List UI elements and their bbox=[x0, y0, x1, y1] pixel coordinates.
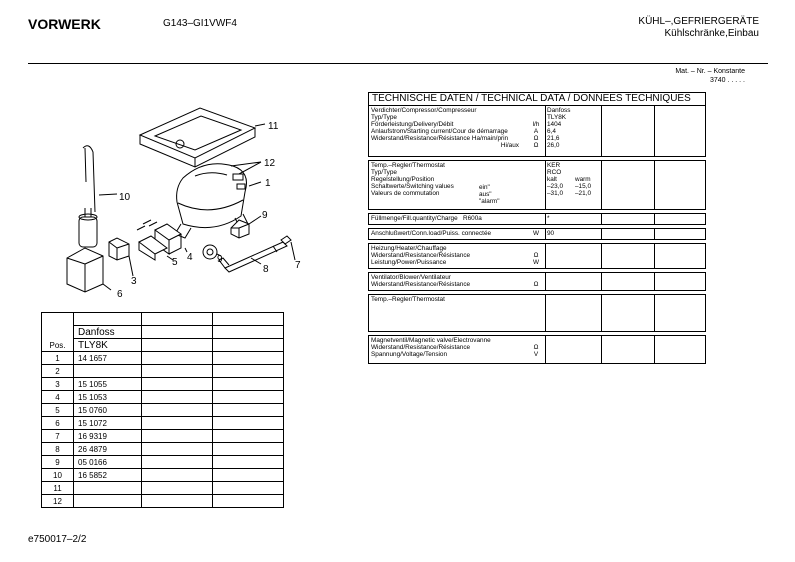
thermostat-value bbox=[575, 169, 591, 176]
callout-9b: 9 bbox=[217, 254, 223, 265]
table-row bbox=[42, 456, 284, 469]
compressor-line: Typ/Type bbox=[371, 114, 397, 121]
thermostat-value: kalt bbox=[547, 176, 557, 183]
parts-type: TLY8K bbox=[74, 339, 142, 352]
heater-unit: Ω bbox=[533, 252, 539, 259]
table-row bbox=[42, 495, 284, 508]
power-unit: W bbox=[532, 230, 540, 237]
part-pos: 6 bbox=[42, 417, 74, 430]
thermostat-sub: aus" bbox=[479, 191, 492, 198]
part-code: 15 1072 bbox=[74, 417, 142, 430]
heater-line: Widerstand/Resistance/Résistance bbox=[371, 252, 471, 259]
category-line-1: KÜHL–,GEFRIERGERÄTE bbox=[638, 16, 759, 27]
part-pos: 3 bbox=[42, 378, 74, 391]
thermostat-value: –15,0 bbox=[575, 183, 591, 190]
compressor-line: Anlaufstrom/Starting current/Cour de démarrage bbox=[371, 128, 508, 135]
technical-data bbox=[368, 92, 706, 364]
compressor-value: TLY8K bbox=[547, 114, 567, 121]
compressor-block bbox=[368, 106, 706, 157]
callout-9a: 9 bbox=[262, 210, 268, 221]
document-code: e750017–2/2 bbox=[28, 534, 87, 545]
compressor-line: Hi/aux bbox=[500, 142, 519, 149]
callout-4: 4 bbox=[187, 252, 193, 263]
part-pos: 8 bbox=[42, 443, 74, 456]
thermostat-value: –23,0 bbox=[547, 183, 563, 190]
part-pos: 4 bbox=[42, 391, 74, 404]
part-code: 16 5852 bbox=[74, 469, 142, 482]
blower-block bbox=[368, 272, 706, 291]
power-value: 90 bbox=[547, 230, 555, 237]
thermostat-sub: "alarm" bbox=[479, 198, 500, 205]
compressor-value: 6,4 bbox=[547, 128, 556, 135]
compressor-unit bbox=[529, 107, 543, 114]
power-block bbox=[368, 228, 706, 240]
part-pos: 12 bbox=[42, 495, 74, 508]
compressor-unit: Ω bbox=[533, 142, 539, 149]
callout-6: 6 bbox=[117, 289, 123, 300]
part-empty bbox=[142, 495, 213, 508]
part-pos: 5 bbox=[42, 404, 74, 417]
model-number: G143–GI1VWF4 bbox=[163, 18, 237, 29]
part-code bbox=[74, 495, 142, 508]
blower-unit: Ω bbox=[533, 281, 539, 288]
part-pos: 11 bbox=[42, 482, 74, 495]
thermostat-line: Regelstellung/Position bbox=[371, 176, 435, 183]
blower-line: Ventilator/Blower/Ventilateur bbox=[371, 274, 451, 281]
thermostat-sub: ein" bbox=[479, 184, 490, 191]
callout-10: 10 bbox=[119, 192, 131, 203]
parts-table bbox=[41, 312, 284, 508]
part-empty bbox=[213, 469, 284, 482]
part-code bbox=[74, 482, 142, 495]
thermostat-line: Typ/Type bbox=[371, 169, 397, 176]
thermostat2-block bbox=[368, 294, 706, 332]
power-label: Anschlußwert/Conn.load/Puiss. connectée bbox=[371, 230, 492, 237]
part-empty bbox=[142, 469, 213, 482]
compressor-line: Verdichter/Compressor/Compresseur bbox=[371, 107, 477, 114]
part-code: 26 4879 bbox=[74, 443, 142, 456]
valve-line: Magnetventil/Magnetic valve/Electrovanne bbox=[371, 337, 491, 344]
part-code: 05 0166 bbox=[74, 456, 142, 469]
heater-line: Leistung/Power/Puissance bbox=[371, 259, 447, 266]
part-empty bbox=[213, 482, 284, 495]
part-empty bbox=[142, 404, 213, 417]
part-empty bbox=[142, 365, 213, 378]
material-label: Mat. – Nr. – Konstante bbox=[675, 68, 745, 75]
heater-line: Heizung/Heater/Chauffage bbox=[371, 245, 447, 252]
thermostat-value: warm bbox=[575, 176, 591, 183]
thermostat-line: Schaltwerte/Switching values bbox=[371, 183, 454, 190]
compressor-line: Förderleistung/Delivery/Débit bbox=[371, 121, 454, 128]
callout-7: 7 bbox=[295, 260, 301, 271]
part-pos: 2 bbox=[42, 365, 74, 378]
table-row bbox=[42, 404, 284, 417]
fill-block bbox=[368, 213, 706, 225]
table-row bbox=[42, 430, 284, 443]
valve-unit bbox=[529, 337, 543, 344]
part-empty bbox=[213, 352, 284, 365]
parts-maker: Danfoss bbox=[74, 326, 142, 339]
compressor-value: 26,0 bbox=[547, 142, 560, 149]
part-empty bbox=[213, 365, 284, 378]
compressor-unit: l/h bbox=[532, 121, 540, 128]
pos-header: Pos. bbox=[42, 313, 74, 352]
thermostat-value: KER bbox=[547, 162, 561, 169]
heater-unit: W bbox=[532, 259, 540, 266]
table-row bbox=[42, 378, 284, 391]
part-empty bbox=[142, 378, 213, 391]
part-empty bbox=[213, 495, 284, 508]
part-empty bbox=[142, 482, 213, 495]
part-empty bbox=[142, 391, 213, 404]
part-pos: 9 bbox=[42, 456, 74, 469]
part-empty bbox=[213, 391, 284, 404]
tech-title: TECHNISCHE DATEN / TECHNICAL DATA / DONNEES TECHNIQUES bbox=[368, 92, 706, 106]
compressor-value: Danfoss bbox=[547, 107, 571, 114]
part-empty bbox=[142, 443, 213, 456]
callout-11: 11 bbox=[268, 121, 279, 132]
part-pos: 10 bbox=[42, 469, 74, 482]
compressor-unit: A bbox=[533, 128, 539, 135]
heater-unit bbox=[529, 245, 543, 252]
thermostat-line: Temp.–Regler/Thermostat bbox=[371, 162, 445, 169]
category-line-2: Kühlschränke,Einbau bbox=[664, 28, 759, 39]
header-divider bbox=[28, 63, 768, 64]
part-code: 15 0760 bbox=[74, 404, 142, 417]
compressor-line: Widerstand/Resistance/Résistance Ha/main/prin bbox=[371, 135, 509, 142]
valve-block bbox=[368, 335, 706, 364]
part-code: 14 1657 bbox=[74, 352, 142, 365]
heater-block bbox=[368, 243, 706, 269]
compressor-value: 21,6 bbox=[547, 135, 560, 142]
callout-8: 8 bbox=[263, 264, 269, 275]
thermostat-value bbox=[575, 162, 591, 169]
part-code: 15 1053 bbox=[74, 391, 142, 404]
part-pos: 7 bbox=[42, 430, 74, 443]
part-empty bbox=[213, 417, 284, 430]
thermostat-value: RCO bbox=[547, 169, 562, 176]
table-row bbox=[42, 391, 284, 404]
part-empty bbox=[142, 430, 213, 443]
part-empty bbox=[213, 456, 284, 469]
compressor-unit: Ω bbox=[533, 135, 539, 142]
callout-5: 5 bbox=[172, 257, 178, 268]
part-pos: 1 bbox=[42, 352, 74, 365]
blower-line: Widerstand/Resistance/Résistance bbox=[371, 281, 471, 288]
thermostat-value: –31,0 bbox=[547, 190, 563, 197]
thermostat-block bbox=[368, 160, 706, 210]
table-row bbox=[42, 443, 284, 456]
thermostat-line: Valeurs de commutation bbox=[371, 190, 440, 197]
part-empty bbox=[213, 443, 284, 456]
part-code bbox=[74, 365, 142, 378]
part-code: 16 9319 bbox=[74, 430, 142, 443]
thermostat-value: –21,0 bbox=[575, 190, 591, 197]
part-empty bbox=[142, 456, 213, 469]
callout-3: 3 bbox=[131, 276, 137, 287]
fill-value: * bbox=[547, 215, 550, 222]
part-empty bbox=[213, 378, 284, 391]
part-empty bbox=[213, 430, 284, 443]
part-empty bbox=[213, 404, 284, 417]
part-empty bbox=[142, 417, 213, 430]
valve-unit: V bbox=[533, 351, 539, 358]
fill-refrigerant: R600a bbox=[463, 215, 482, 222]
valve-line: Widerstand/Resistance/Résistance bbox=[371, 344, 471, 351]
compressor-value: 1404 bbox=[547, 121, 562, 128]
table-row bbox=[42, 417, 284, 430]
compressor-unit bbox=[529, 114, 543, 121]
fill-label: Füllmenge/Fill.quantity/Charge bbox=[371, 215, 458, 222]
table-row bbox=[42, 482, 284, 495]
valve-unit: Ω bbox=[533, 344, 539, 351]
part-code: 15 1055 bbox=[74, 378, 142, 391]
table-row bbox=[42, 352, 284, 365]
valve-line: Spannung/Voltage/Tension bbox=[371, 351, 448, 358]
brand-name: VORWERK bbox=[28, 16, 101, 32]
callout-1: 1 bbox=[265, 178, 271, 189]
callout-12: 12 bbox=[264, 158, 276, 169]
exploded-parts-diagram bbox=[55, 100, 315, 305]
part-empty bbox=[142, 352, 213, 365]
material-value: 3740 . . . . . bbox=[709, 77, 745, 84]
thermostat2-label: Temp.–Regler/Thermostat bbox=[371, 296, 445, 303]
blower-unit bbox=[529, 274, 543, 281]
table-row bbox=[42, 365, 284, 378]
table-row bbox=[42, 469, 284, 482]
